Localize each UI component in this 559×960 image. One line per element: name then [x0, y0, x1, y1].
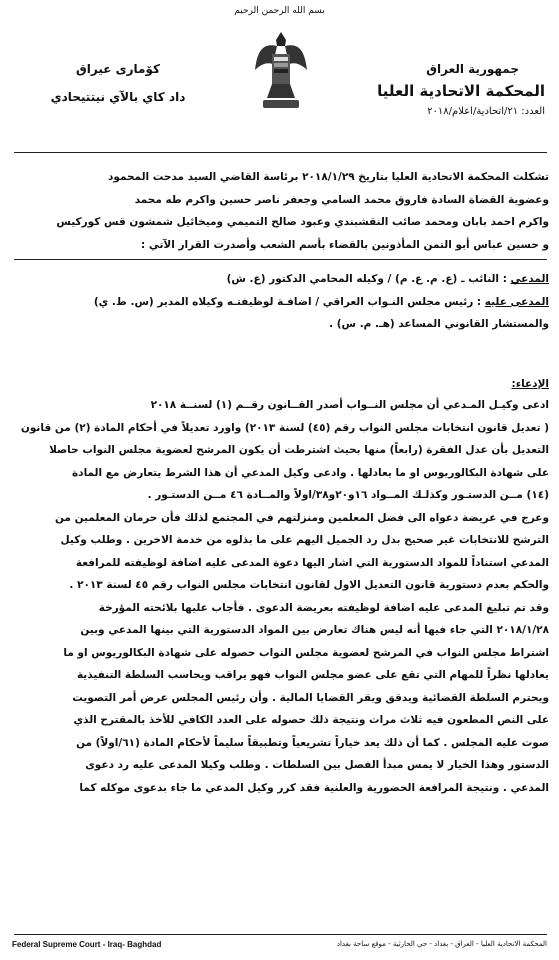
claim-line: والحكم بعدم دستورية قانون التعديل الاول لقانون انتخابات مجلس النواب رقم ٤٥ لسنة ٢٠١٣ . — [69, 579, 549, 591]
claim-line: ٢٠١٨/١/٢٨ التي جاء فيها أنه ليس هناك تعارض بين المواد الدستورية التي بينها المدعي وبين — [80, 624, 549, 636]
claim-line: الدستور وهذا الخيار لا يمس مبدأ الفصل بين السلطات . وطلب وكيلا المدعى عليه رد دعوى — [85, 759, 549, 771]
claim-section — [12, 374, 549, 799]
claim-heading: الإدعاء: — [511, 378, 549, 390]
intro-line: وعضوية القضاة السادة فاروق محمد السامي وجعفر ناصر حسين واكرم طه محمد — [134, 193, 549, 206]
document-number: العدد: ٢١/اتحادية/اعلام/٢٠١٨ — [427, 106, 545, 117]
claim-line: صوت عليه المجلس . كما أن ذلك يعد خياراً تشريعياً وتطبيقاً سليماً لأحكام المادة (٦١/اولاً) من — [76, 736, 549, 749]
court-title-kurdish: داد كاي بالآي نيتتيحادي — [50, 90, 186, 104]
claim-line: ( تعديل قانون انتخابات مجلس النواب رقم (٤٥) لسنة ٢٠١٣) واورد تعديلاً في أحكام المادة (٢) من قانون — [20, 421, 549, 434]
republic-title-kurdish: كۆماری عیراق — [76, 62, 160, 76]
parties-section — [12, 268, 549, 336]
footer-arabic: المحكمة الاتحادية العليا - العراق - بغداد - حي الحارثية - موقع ساحة بغداد — [336, 940, 547, 948]
claim-line: على شهادة البكالوريوس او ما يعادلها . وادعى وكيل المدعي أن هذا الشرط يتعارض مع المادة — [71, 466, 549, 479]
footer-english: Federal Supreme Court - Iraq- Baghdad — [12, 940, 162, 949]
intro-line: تشكلت المحكمة الاتحادية العليا بتاريخ ٢٠١٨/١/٢٩ برئاسة القاضي السيد مدحت المحمود — [107, 171, 549, 183]
intro-line: و حسين عباس أبو التمن المأذونين بالقضاء بأسم الشعب وأصدرت القرار الآتي : — [141, 238, 549, 251]
intro-divider — [14, 259, 547, 260]
claim-line: يعادلها نظراً للمهام التي تقع على عضو مجلس النواب فهو يراقب ويحاسب السلطة التنفيذية — [76, 669, 549, 681]
claim-line: ويحترم السلطة القضائية ويدقق ويقر القضايا المالية . وأن رئيس المجلس عرض أمر التصويت — [72, 691, 549, 704]
court-header-arabic — [375, 62, 545, 117]
claim-line: على النص المطعون فيه ثلاث مرات ونتيجة ذلك حصوله على العدد الكافي للأخذ بالمقترح الذي — [73, 714, 549, 726]
plaintiff-line — [12, 268, 549, 291]
basmala: بسم الله الرحمن الرحيم — [234, 6, 325, 16]
plaintiff-text: : النائب ـ (ع. م. ع. م) / وكيله المحامي الدكتور (ع. ش) — [226, 273, 507, 285]
claim-line: المدعي . ونتيجة المرافعة الحضورية والعلنية فقد كرر وكيل المدعي ما جاء بدعوى موكله كما — [79, 781, 549, 794]
plaintiff-label: المدعي — [510, 273, 549, 285]
defendant-label: المدعى عليه — [484, 295, 549, 308]
claim-line: (١٤) مــن الدستـور وكذلـك المــواد ١٦و٢٠و٣٨/اولاً والمــادة ٤٦ مــن الدستـور . — [147, 489, 549, 501]
defendant-line — [12, 291, 549, 314]
defendant-line-2: والمستشار القانوني المساعد (هـ. م. س) . — [329, 318, 549, 330]
intro-line: واكرم احمد بابان ومحمد صائب النقشبندي وعبود صالح التميمي وميخائيل شمشون قس كوركيس — [56, 216, 549, 228]
claim-line: المدعي استناداً للمواد الدستورية التي اشار اليها دعوة المدعى عليه اضافة لوظيفته للمرافعة — [75, 556, 549, 569]
claim-line: اشتراط مجلس النواب في المرشح لعضوية مجلس النواب حصوله على شهادة البكالوريوس او ما — [63, 646, 549, 659]
court-header-kurdish — [18, 62, 218, 104]
claim-line: وعرج في عريضة دعواه الى فضل المعلمين ومنزلتهم في المجتمع لذلك فأن حرمان المعلمين من — [54, 511, 549, 524]
claim-line: وقد تم تبليغ المدعى عليه اضافة لوظيفته بعريضة الدعوى . فأجاب عليها بلائحته المؤرخة — [98, 601, 549, 614]
court-title: المحكمة الاتحادية العليا — [377, 82, 545, 100]
claim-line: ادعى وكيـل المـدعي أن مجلس النــواب أصدر القــانون رقــم (١) لسنــة ٢٠١٨ — [150, 399, 549, 411]
claim-line: الترشح للانتخابات غير صحيح بدل رد الجميل اليهم على ما بذلوه من خدمة الاخرين . وطلب وكيل — [60, 534, 549, 546]
header-divider — [14, 152, 547, 153]
defendant-text: : رئيس مجلس النـواب العراقي / اضافـة لوظيفتـه وكيلاه المدير (س. ط. ي) — [93, 295, 482, 308]
republic-title: جمهورية العراق — [426, 62, 519, 76]
intro-section — [12, 166, 549, 256]
footer-divider — [14, 934, 547, 935]
iraq-eagle-emblem — [255, 30, 307, 114]
claim-line: التعديل بأن عدل الفقرة (رابعاً) منها بحيث اشترطت أن يكون المرشح لعضوية مجلس النواب حاصلا — [49, 444, 549, 456]
